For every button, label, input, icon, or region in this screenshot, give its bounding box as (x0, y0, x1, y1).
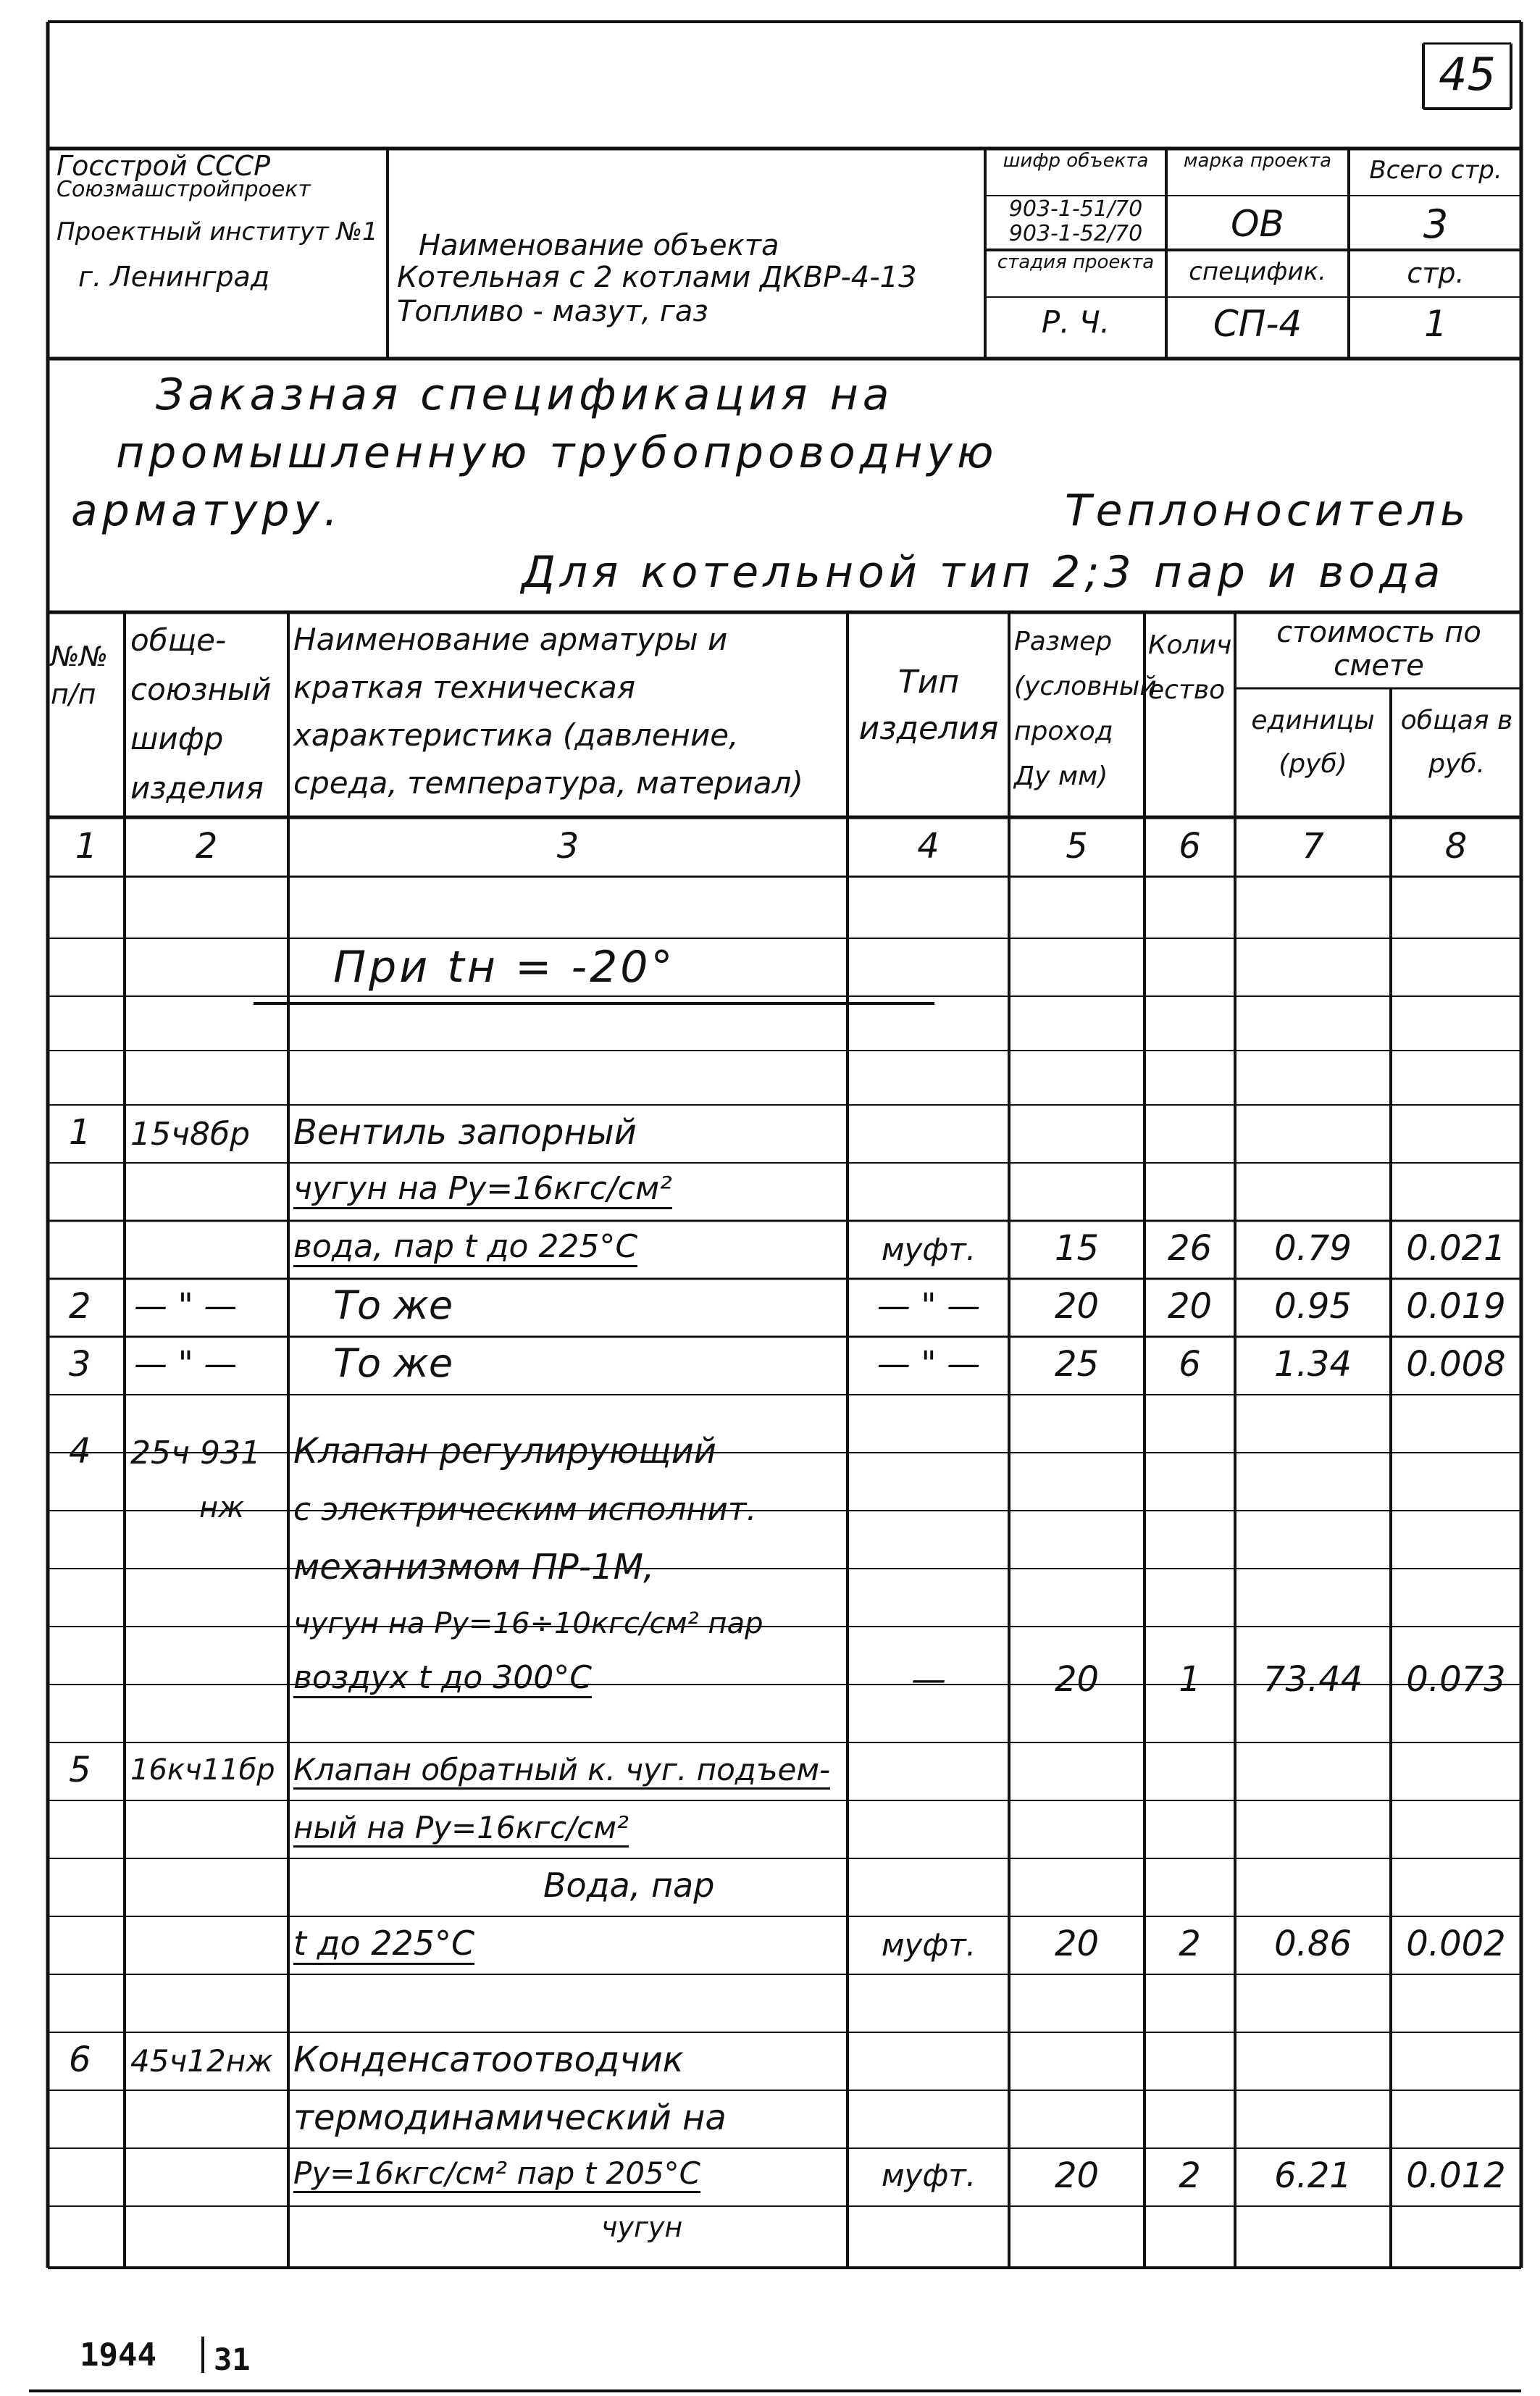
page-number: 45 (1439, 48, 1496, 101)
col-header-2: обще-союзный шифр изделия (130, 622, 272, 806)
org-line-1: Госстрой СССР (57, 150, 271, 182)
row-unit-cost: 0.79 (1274, 1228, 1352, 1269)
spec-value: СП-4 (1213, 303, 1302, 345)
row-number: 1 (69, 1112, 91, 1153)
row-type: — " — (876, 1286, 981, 1325)
row-type: — (911, 1659, 946, 1700)
col-header-4: Тип изделия (858, 664, 999, 747)
row-code: 16кч11бр (130, 1753, 275, 1787)
total-pages-label: Всего стр. (1369, 156, 1502, 185)
col-header-7: единицы (руб) (1251, 706, 1375, 779)
row-unit-cost: 0.95 (1274, 1286, 1352, 1327)
row-qty: 6 (1179, 1344, 1201, 1385)
row-desc-line: Конденсатоотводчик (293, 2040, 684, 2080)
col-number-6: 6 (1179, 826, 1201, 867)
col-number-7: 7 (1302, 826, 1324, 867)
row-code: — " — (134, 1286, 238, 1325)
row-unit-cost: 0.86 (1274, 1924, 1352, 1964)
row-type: муфт. (881, 2158, 976, 2193)
footer-code: 1944 (80, 2337, 156, 2374)
row-desc-line: То же (333, 1340, 453, 1386)
spec-label: специфик. (1189, 257, 1326, 286)
row-qty: 20 (1167, 1286, 1213, 1327)
title-line-1: Заказная спецификация на (156, 370, 894, 420)
row-qty: 26 (1167, 1228, 1213, 1269)
object-fuel: Топливо - мазут, газ (397, 295, 708, 328)
row-number: 4 (69, 1431, 91, 1472)
row-desc-line: То же (333, 1282, 453, 1328)
row-total-cost: 0.008 (1406, 1344, 1506, 1385)
row-number: 5 (69, 1750, 91, 1790)
row-desc-line: термодинамический на (293, 2097, 727, 2138)
mark-label: марка проекта (1183, 150, 1332, 172)
object-name: Котельная с 2 котлами ДКВР-4-13 (397, 261, 917, 294)
title-line-2: промышленную трубопроводную (116, 427, 998, 478)
col-number-8: 8 (1444, 826, 1468, 867)
row-dy: 20 (1054, 2155, 1100, 2196)
row-type: — " — (876, 1344, 981, 1383)
row-qty: 2 (1179, 2155, 1201, 2196)
row-number: 6 (69, 2040, 91, 2080)
row-code: — " — (134, 1344, 238, 1383)
row-dy: 25 (1054, 1344, 1100, 1385)
col-number-5: 5 (1066, 826, 1088, 867)
col-number-3: 3 (556, 826, 579, 867)
row-qty: 1 (1179, 1659, 1201, 1700)
footer-sheet: 31 (214, 2342, 251, 2377)
row-total-cost: 0.073 (1406, 1659, 1506, 1700)
row-desc-line: чугун (601, 2211, 683, 2243)
row-code: 45ч12нж (130, 2043, 273, 2079)
row-code-suffix: нж (199, 1491, 245, 1524)
cipher-value-2: 903-1-52/70 (1008, 221, 1143, 246)
row-dy: 20 (1054, 1286, 1100, 1327)
col-header-3: Наименование арматуры и краткая техническая характеристика (давление, среда, температура, материал) (293, 622, 803, 801)
row-desc-line: вода, пар t до 225°С (293, 1228, 637, 1267)
stage-value: Р. Ч. (1041, 304, 1110, 340)
object-block (397, 230, 976, 329)
row-desc-line: чугун на Ру=16÷10кгс/см² пар (293, 1607, 763, 1640)
row-dy: 15 (1054, 1228, 1100, 1269)
condition-label: При tн = -20° (333, 942, 676, 993)
org-block (57, 150, 382, 293)
org-line-2: Союзмашстройпроект (57, 177, 311, 202)
row-total-cost: 0.002 (1406, 1924, 1506, 1964)
row-total-cost: 0.012 (1406, 2155, 1506, 2196)
row-desc-line: воздух t до 300°С (293, 1659, 592, 1698)
row-desc-line: ный на Ру=16кгс/см² (293, 1810, 629, 1848)
row-desc-line: Ру=16кгс/см² пар t 205°С (293, 2155, 700, 2193)
org-line-4: г. Ленинград (78, 261, 270, 293)
row-number: 3 (69, 1344, 91, 1385)
cipher-value-1: 903-1-51/70 (1008, 196, 1143, 222)
col-header-1: №№ п/п (51, 640, 109, 710)
col-header-6: Количество (1148, 630, 1232, 705)
row-type: муфт. (881, 1927, 976, 1963)
title-line-4: Для котельной тип 2;3 пар и вода (522, 547, 1445, 598)
stage-label: стадия проекта (997, 251, 1155, 273)
row-qty: 2 (1179, 1924, 1201, 1964)
col-number-4: 4 (917, 826, 940, 867)
row-unit-cost: 1.34 (1274, 1344, 1352, 1385)
row-desc-line: механизмом ПР-1М, (293, 1547, 655, 1587)
row-number: 2 (69, 1286, 91, 1327)
row-type: муфт. (881, 1232, 976, 1267)
mark-value: ОВ (1231, 203, 1284, 245)
row-total-cost: 0.019 (1406, 1286, 1506, 1327)
row-desc-line: Клапан обратный к. чуг. подъем- (293, 1752, 830, 1790)
col-header-5: Размер (условный проход Ду мм) (1014, 627, 1157, 791)
col-header-78: стоимость по смете (1276, 616, 1481, 683)
row-desc-line: Вентиль запорный (293, 1112, 637, 1153)
col-number-2: 2 (195, 826, 218, 867)
total-pages-value: 3 (1423, 201, 1449, 247)
heat-carrier-label: Теплоноситель (1065, 485, 1470, 536)
col-header-8: общая в руб. (1400, 706, 1513, 779)
row-desc-line: Клапан регулирующий (293, 1431, 716, 1472)
title-line-3: арматуру. (71, 485, 343, 536)
row-unit-cost: 6.21 (1274, 2155, 1352, 2196)
row-dy: 20 (1054, 1924, 1100, 1964)
col-number-1: 1 (75, 826, 98, 867)
org-line-3: Проектный институт №1 (57, 217, 378, 246)
object-label: Наименование объекта (419, 229, 779, 262)
row-total-cost: 0.021 (1406, 1228, 1506, 1269)
row-code: 25ч 931 (130, 1435, 261, 1472)
row-desc-line: t до 225°С (293, 1924, 474, 1965)
page-label: стр. (1407, 257, 1465, 289)
row-desc-line: с электрическим исполнит. (293, 1491, 757, 1528)
row-code: 15ч8бр (130, 1116, 251, 1153)
cipher-label: шифр объекта (1003, 150, 1149, 172)
row-dy: 20 (1054, 1659, 1100, 1700)
page-value: 1 (1424, 303, 1447, 345)
row-desc-line: Вода, пар (543, 1866, 715, 1905)
row-unit-cost: 73.44 (1263, 1659, 1363, 1700)
row-desc-line: чугун на Ру=16кгс/см² (293, 1170, 672, 1209)
